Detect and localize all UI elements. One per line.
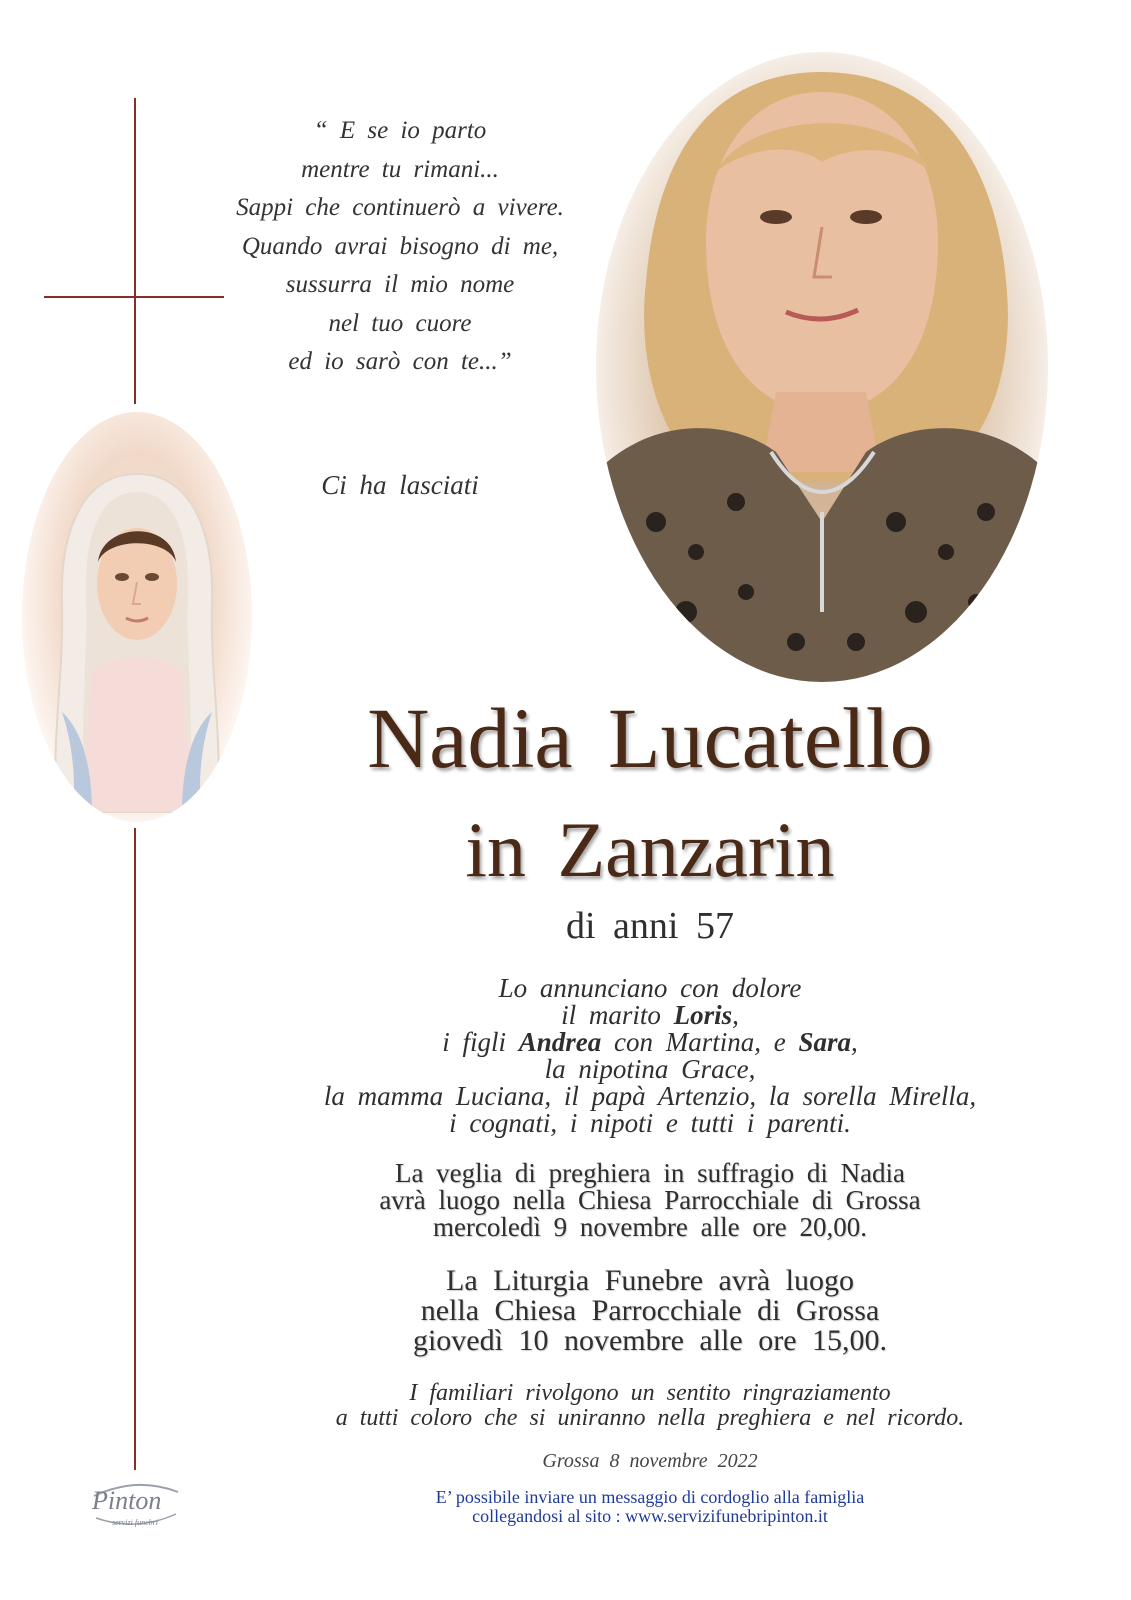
madonna-illustration (22, 412, 252, 822)
quote-line: sussurra il mio nome (285, 271, 515, 298)
portrait-illustration (596, 52, 1048, 682)
announce-line: la nipotina Grace, (544, 1054, 756, 1084)
intro-text: Ci ha lasciati (321, 470, 479, 500)
vigil-line: avrà luogo nella Chiesa Parrocchiale di Grossa (379, 1185, 921, 1215)
funeral-line: La Liturgia Funebre avrà luogo (446, 1264, 854, 1297)
quote-line: Sappi che continuerò a vivere. (236, 194, 564, 221)
text: , (851, 1027, 858, 1057)
quote-line: nel tuo cuore (328, 309, 472, 337)
announce-line (250, 1002, 1050, 1029)
text: il marito (561, 1000, 674, 1030)
funeral-line: giovedì 10 novembre alle ore 15,00. (412, 1324, 888, 1357)
quote-line: “ E se io parto (313, 117, 487, 144)
vigil-line: La veglia di preghiera in suffragio di Nadia (394, 1158, 906, 1188)
husband-name: Loris (673, 1000, 733, 1030)
memorial-quote (200, 112, 600, 382)
funeral-info (250, 1266, 1050, 1356)
text: i figli (442, 1027, 519, 1057)
announce-line: la mamma Luciana, il papà Artenzio, la sorella Mirella, (323, 1081, 977, 1111)
deceased-photo (596, 52, 1048, 682)
child-name: Andrea (518, 1027, 602, 1057)
text: , (732, 1000, 739, 1030)
deceased-name: Nadia Lucatello (367, 690, 933, 786)
announce-line: i cognati, i nipoti e tutti i parenti. (449, 1108, 851, 1138)
announce-line (250, 1029, 1050, 1056)
funeral-home-logo (86, 1474, 186, 1534)
condolence-website-info (250, 1488, 1050, 1526)
madonna-image (22, 412, 252, 822)
funeral-line: nella Chiesa Parrocchiale di Grossa (420, 1294, 880, 1327)
thanks-message (250, 1381, 1050, 1431)
announce-line: Lo annunciano con dolore (498, 973, 802, 1003)
child-name: Sara (798, 1027, 852, 1057)
thanks-line: I familiari rivolgono un sentito ringraziamento (409, 1380, 891, 1406)
announcement-block (250, 975, 1050, 1137)
quote-line: ed io sarò con te...” (288, 348, 512, 375)
website-line: E’ possibile inviare un messaggio di cordoglio alla famiglia (435, 1487, 865, 1507)
logo-subtitle: servizi funebri (112, 1518, 158, 1527)
vigil-info (250, 1160, 1050, 1241)
cross-horizontal (44, 296, 224, 298)
text: con Martina, e (601, 1027, 799, 1057)
deceased-married-name: in Zanzarin (465, 806, 835, 893)
website-link[interactable]: collegandosi al sito : www.servizifunebripinton.it (472, 1506, 828, 1526)
quote-line: Quando avrai bisogno di me, (241, 232, 559, 260)
quote-line: mentre tu rimani... (301, 155, 499, 183)
cross-vertical-top (134, 98, 136, 404)
deceased-age: di anni 57 (566, 905, 734, 947)
cross-vertical-bottom (134, 828, 136, 1470)
place-date: Grossa 8 novembre 2022 (542, 1450, 758, 1472)
vigil-line: mercoledì 9 novembre alle ore 20,00. (432, 1212, 868, 1242)
thanks-line: a tutti coloro che si uniranno nella preghiera e nel ricordo. (335, 1405, 965, 1431)
logo-name: Pinton (92, 1486, 162, 1515)
